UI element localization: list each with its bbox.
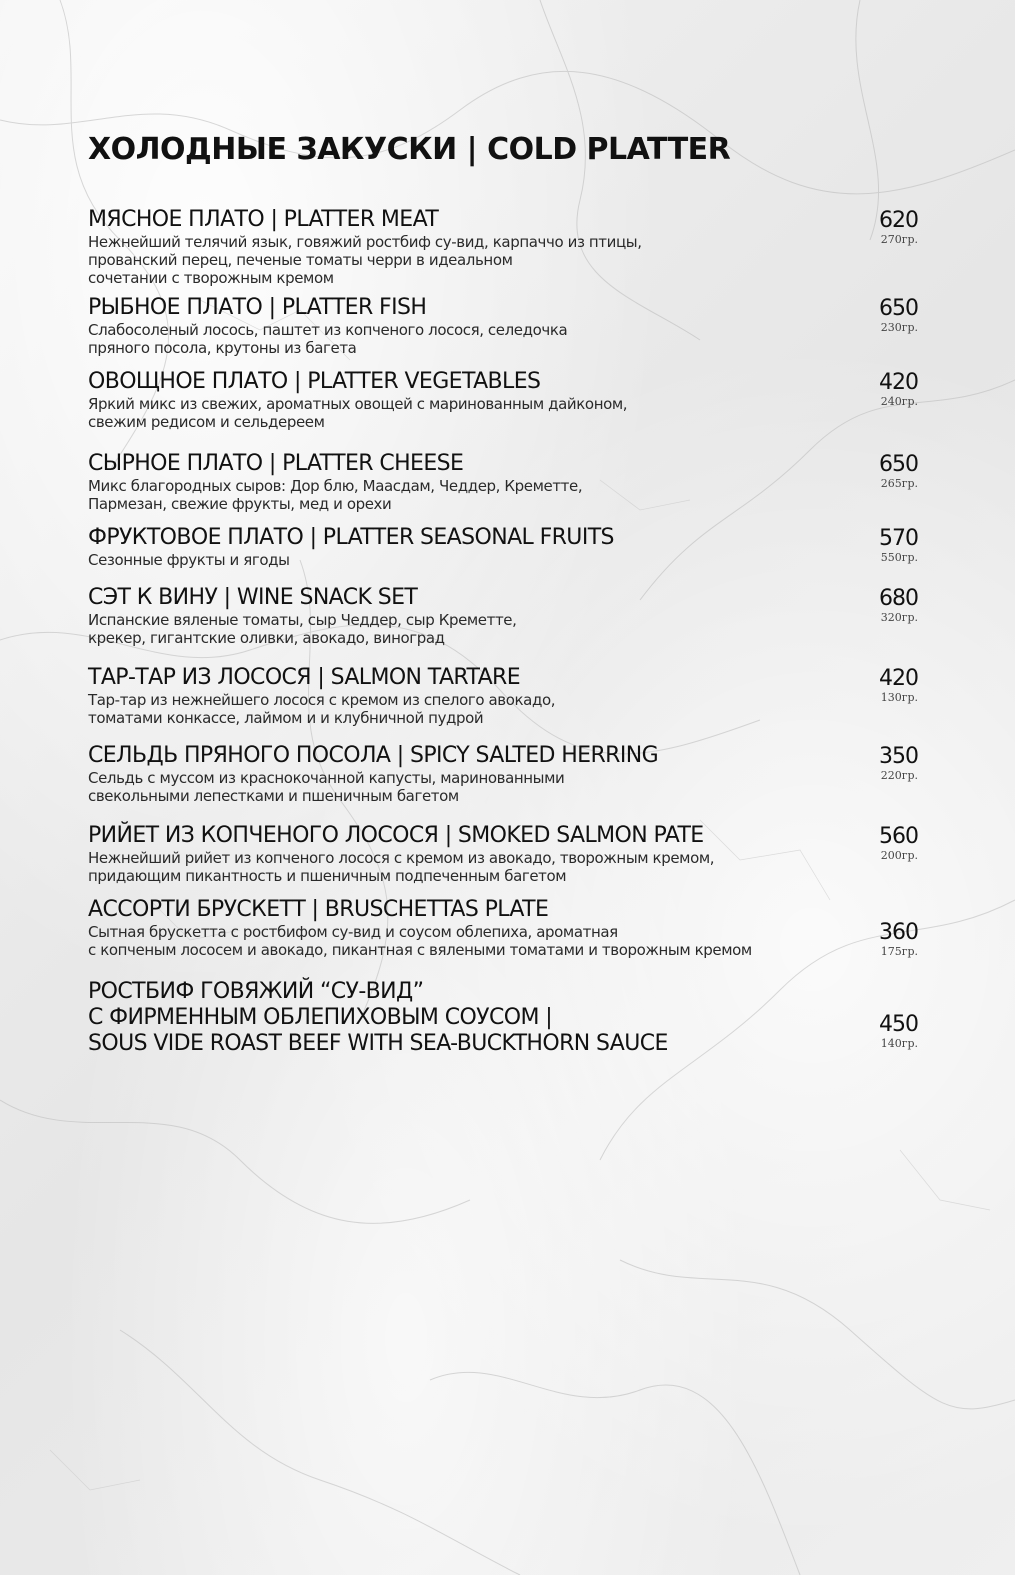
- menu-item: [88, 823, 918, 885]
- menu-item: [88, 897, 918, 959]
- menu-item-weight: 270гр.: [880, 233, 918, 246]
- menu-item-price: 650: [879, 296, 918, 321]
- menu-item-name: СЕЛЬДЬ ПРЯНОГО ПОСОЛА | SPICY SALTED HERRING: [88, 743, 659, 768]
- menu-item: [88, 295, 918, 357]
- menu-item: [88, 369, 918, 431]
- menu-item-name: АССОРТИ БРУСКЕТТ | BRUSCHETTAS PLATE: [88, 897, 549, 922]
- menu-item-name: РОСТБИФ ГОВЯЖИЙ “СУ-ВИД” С ФИРМЕННЫМ ОБЛЕПИХОВЫМ СОУСОМ | SOUS VIDE ROAST BEEF WITH SEA-BUCKTHORN SAUCE: [88, 979, 668, 1056]
- menu-item-name: РИЙЕТ ИЗ КОПЧЕНОГО ЛОСОСЯ | SMOKED SALMON PATE: [88, 823, 704, 848]
- menu-item-description: Нежнейший рийет из копченого лосося с кремом из авокадо, творожным кремом, придающим пикантность и пшеничным подпеченным багетом: [88, 849, 715, 885]
- menu-item-weight: 200гр.: [880, 849, 918, 862]
- menu-item-price: 650: [879, 452, 918, 477]
- menu-item-description: Сытная брускетта с ростбифом су-вид и соусом облепиха, ароматная с копченым лососем и авокадо, пикантная с вялеными томатами и творожным кремом: [88, 923, 752, 959]
- menu-item-name: РЫБНОЕ ПЛАТО | PLATTER FISH: [88, 295, 427, 320]
- menu-item-description: Тар-тар из нежнейшего лосося с кремом из спелого авокадо, томатами конкассе, лаймом и и клубничной пудрой: [88, 691, 556, 727]
- menu-section-title: ХОЛОДНЫЕ ЗАКУСКИ | COLD PLATTER: [88, 132, 731, 167]
- menu-item-description: Сельдь с муссом из краснокочанной капусты, маринованными свекольными лепестками и пшеничным багетом: [88, 769, 565, 805]
- menu-item-price-block: [879, 371, 918, 408]
- menu-item-name: СЫРНОЕ ПЛАТО | PLATTER CHEESE: [88, 451, 464, 476]
- menu-item-price: 620: [879, 208, 918, 233]
- menu-item-weight: 550гр.: [880, 551, 918, 564]
- menu-item-name: СЭТ К ВИНУ | WINE SNACK SET: [88, 585, 418, 610]
- menu-item: [88, 207, 918, 287]
- menu-item-name: ФРУКТОВОЕ ПЛАТО | PLATTER SEASONAL FRUITS: [88, 525, 614, 550]
- menu-item: [88, 585, 918, 647]
- menu-item-price: 560: [879, 824, 918, 849]
- menu-item: [88, 665, 918, 727]
- menu-item-price: 420: [879, 370, 918, 395]
- menu-item-weight: 175гр.: [880, 945, 918, 958]
- menu-item: [88, 451, 918, 513]
- menu-item: [88, 979, 918, 1057]
- menu-item-description: Испанские вяленые томаты, сыр Чеддер, сыр Креметте, крекер, гигантские оливки, авокадо, виноград: [88, 611, 517, 647]
- menu-item-price: 350: [879, 744, 918, 769]
- menu-item-price-block: [879, 209, 918, 246]
- menu-item-price: 570: [879, 526, 918, 551]
- menu-item-description: Микс благородных сыров: Дор блю, Маасдам, Чеддер, Креметте, Пармезан, свежие фрукты, мед и орехи: [88, 477, 583, 513]
- menu-item: [88, 525, 918, 569]
- menu-item-price: 680: [879, 586, 918, 611]
- menu-item-price-block: [879, 667, 918, 704]
- menu-item-weight: 265гр.: [880, 477, 918, 490]
- menu-item-price-block: [879, 745, 918, 782]
- menu-item-weight: 130гр.: [880, 691, 918, 704]
- menu-item-description: Нежнейший телячий язык, говяжий ростбиф су-вид, карпаччо из птицы, прованский перец, печеные томаты черри в идеальном сочетании с творожным кремом: [88, 233, 642, 287]
- menu-item-weight: 220гр.: [880, 769, 918, 782]
- menu-item-price: 450: [879, 1012, 918, 1037]
- menu-item-price: 360: [879, 920, 918, 945]
- menu-item-price-block: [879, 825, 918, 862]
- menu-item-name: ОВОЩНОЕ ПЛАТО | PLATTER VEGETABLES: [88, 369, 541, 394]
- menu-item-description: Сезонные фрукты и ягоды: [88, 551, 290, 569]
- menu-item-weight: 320гр.: [880, 611, 918, 624]
- menu-item-price-block: [879, 527, 918, 564]
- menu-item-price-block: [879, 1013, 918, 1050]
- menu-item: [88, 743, 918, 805]
- menu-item-price-block: [879, 297, 918, 334]
- menu-item-price: 420: [879, 666, 918, 691]
- menu-item-name: МЯСНОЕ ПЛАТО | PLATTER MEAT: [88, 207, 439, 232]
- menu-item-price-block: [879, 453, 918, 490]
- menu-item-weight: 230гр.: [880, 321, 918, 334]
- menu-item-weight: 140гр.: [880, 1037, 918, 1050]
- menu-item-description: Яркий микс из свежих, ароматных овощей с маринованным дайконом, свежим редисом и сельдереем: [88, 395, 628, 431]
- menu-item-price-block: [879, 587, 918, 624]
- menu-item-price-block: [879, 921, 918, 958]
- menu-item-weight: 240гр.: [880, 395, 918, 408]
- menu-item-description: Слабосоленый лосось, паштет из копченого лосося, селедочка пряного посола, крутоны из багета: [88, 321, 568, 357]
- menu-item-name: ТАР-ТАР ИЗ ЛОСОСЯ | SALMON TARTARE: [88, 665, 521, 690]
